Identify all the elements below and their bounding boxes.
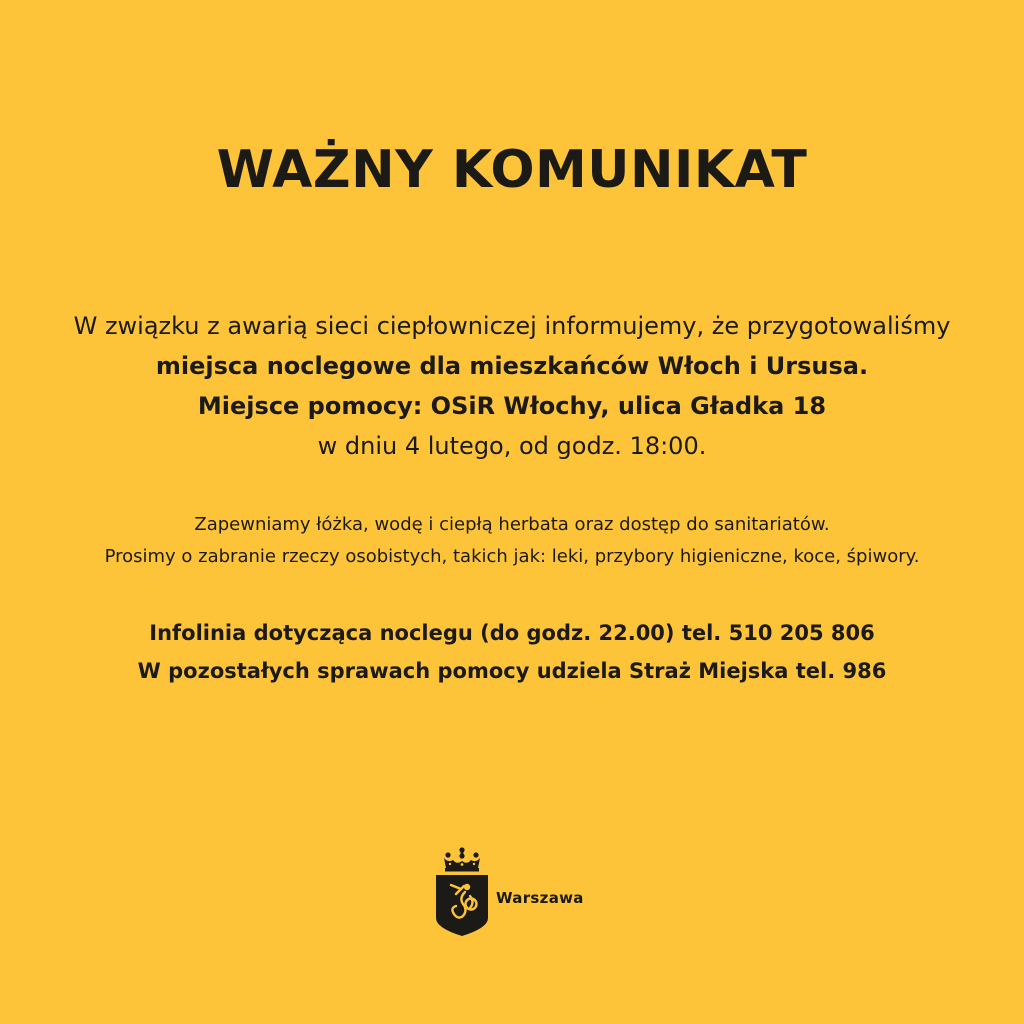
intro-line-2: miejsca noclegowe dla mieszkańców Włoch i Ursusa.	[155, 352, 869, 380]
help-date-time: w dniu 4 lutego, od godz. 18:00.	[317, 432, 707, 460]
notice-details	[0, 509, 1024, 573]
notice-intro	[0, 306, 1024, 466]
details-line-2: Prosimy o zabranie rzeczy osobistych, takich jak: leki, przybory higieniczne, koce, śpiwory.	[104, 546, 920, 567]
notice-contacts	[0, 614, 1024, 690]
city-guard-info: W pozostałych sprawach pomocy udziela Straż Miejska tel. 986	[137, 659, 887, 683]
intro-line-1: W związku z awarią sieci ciepłowniczej informujemy, że przygotowaliśmy	[73, 312, 951, 340]
warsaw-coat-of-arms-icon	[434, 846, 490, 938]
hotline-info: Infolinia dotycząca noclegu (do godz. 22.00) tel. 510 205 806	[149, 621, 875, 645]
city-name: Warszawa	[496, 889, 584, 907]
notice-title: WAŻNY KOMUNIKAT	[216, 140, 808, 200]
warszawa-logo	[434, 846, 604, 938]
help-location: Miejsce pomocy: OSiR Włochy, ulica Gładka 18	[197, 392, 827, 420]
details-line-1: Zapewniamy łóżka, wodę i ciepłą herbata oraz dostęp do sanitariatów.	[194, 514, 830, 535]
